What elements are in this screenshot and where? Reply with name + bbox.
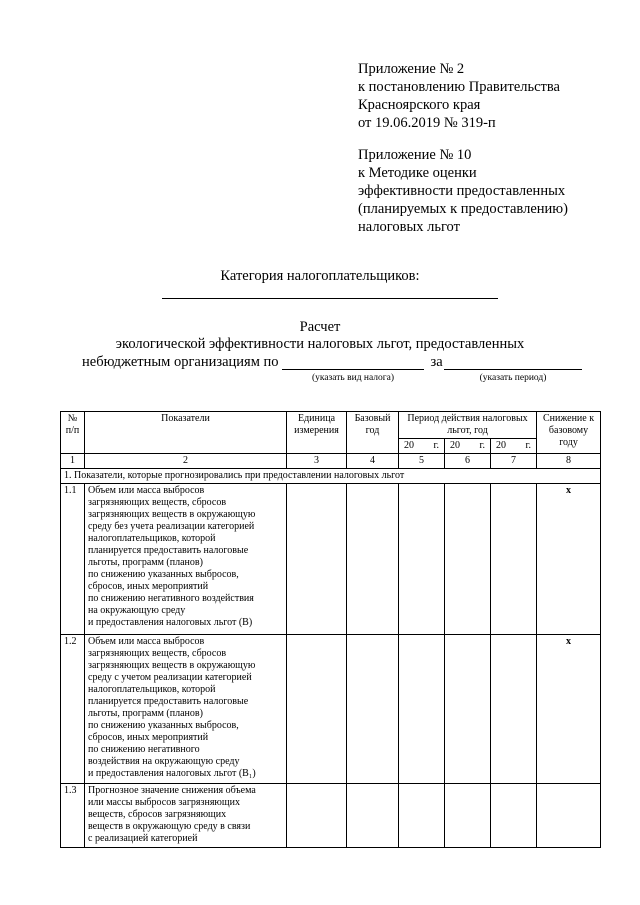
row-year-3 bbox=[491, 484, 537, 635]
category-blank-line bbox=[162, 298, 498, 299]
appendix-line: (планируемых к предоставлению) bbox=[358, 201, 568, 217]
row-year-1 bbox=[399, 635, 445, 784]
subtitle-line-2-left: небюджетным организациям по bbox=[82, 354, 279, 370]
section-row bbox=[61, 469, 601, 484]
year-prefix: 20 bbox=[404, 440, 414, 451]
category-label: Категория налогоплательщиков: bbox=[220, 268, 420, 284]
col-number: 4 bbox=[347, 454, 399, 469]
period-hint: (указать период) bbox=[479, 373, 547, 383]
year-suffix: г. bbox=[433, 440, 439, 451]
row-reduction bbox=[537, 784, 601, 848]
year-cell bbox=[445, 439, 491, 454]
table-row bbox=[61, 484, 601, 635]
header-indicators: Показатели bbox=[85, 412, 287, 454]
period-blank bbox=[444, 369, 582, 370]
row-year-1 bbox=[399, 784, 445, 848]
row-unit bbox=[287, 484, 347, 635]
section-1-title: 1. Показатели, которые прогнозировались при предоставлении налоговых льгот bbox=[61, 469, 601, 484]
header-unit: Единица измерения bbox=[287, 412, 347, 454]
appendix-line: к постановлению Правительства bbox=[358, 79, 560, 95]
row-text: Объем или масса выбросов загрязняющих веществ, сбросов загрязняющих веществ в окружающую среду без учета реализации категорией налогоплательщиков, которой планируется предоставить налоговые льготы, программ (планов) по снижению указанных выбросов, сбросов, иных мероприятий по снижению негативного воздействия на окружающую среду и предоставления налоговых льгот (В) bbox=[85, 484, 287, 635]
col-number: 6 bbox=[445, 454, 491, 469]
year-prefix: 20 bbox=[450, 440, 460, 451]
appendix-2-header bbox=[358, 60, 560, 132]
row-text: Объем или масса выбросов загрязняющих веществ, сбросов загрязняющих веществ в окружающую среду с учетом реализации категорией налогоплательщиков, которой планируется предоставить налоговые льготы, программ (планов) по снижению указанных выбросов, сбросов, иных мероприятий по снижению негативного воздействия на окружающую среду и предоставления налоговых льгот (В₁) bbox=[85, 635, 287, 784]
row-year-2 bbox=[445, 784, 491, 848]
tax-type-blank bbox=[282, 369, 424, 370]
header-period: Период действия налоговых льгот, год bbox=[399, 412, 537, 439]
year-suffix: г. bbox=[525, 440, 532, 451]
year-cell bbox=[399, 439, 445, 454]
header-base-year: Базовый год bbox=[347, 412, 399, 454]
appendix-line: к Методике оценки bbox=[358, 165, 477, 181]
document-title: Расчет bbox=[299, 319, 341, 335]
row-year-2 bbox=[445, 484, 491, 635]
row-year-3 bbox=[491, 784, 537, 848]
row-year-2 bbox=[445, 635, 491, 784]
year-prefix: 20 bbox=[496, 440, 506, 451]
row-base-year bbox=[347, 784, 399, 848]
subtitle-line-2-mid: за bbox=[430, 354, 443, 370]
appendix-line: Красноярского края bbox=[358, 97, 481, 113]
col-number: 1 bbox=[61, 454, 85, 469]
row-reduction: х bbox=[537, 484, 601, 635]
col-number: 3 bbox=[287, 454, 347, 469]
header-reduction: Снижение к базовому году bbox=[537, 412, 601, 454]
row-num: 1.3 bbox=[61, 784, 85, 848]
col-number: 7 bbox=[491, 454, 537, 469]
table-row bbox=[61, 784, 601, 848]
table-column-numbers bbox=[61, 454, 601, 469]
table-row bbox=[61, 635, 601, 784]
table-header-row bbox=[61, 412, 601, 439]
year-suffix: г. bbox=[479, 440, 485, 451]
row-year-3 bbox=[491, 635, 537, 784]
row-base-year bbox=[347, 484, 399, 635]
subtitle-line-1: экологической эффективности налоговых льгот, предоставленных bbox=[115, 336, 525, 352]
row-num: 1.1 bbox=[61, 484, 85, 635]
row-year-1 bbox=[399, 484, 445, 635]
appendix-line: от 19.06.2019 № 319-п bbox=[358, 115, 496, 131]
tax-type-hint: (указать вид налога) bbox=[311, 373, 395, 383]
year-cell bbox=[491, 439, 537, 454]
row-unit bbox=[287, 635, 347, 784]
row-unit bbox=[287, 784, 347, 848]
col-number: 8 bbox=[537, 454, 601, 469]
col-number: 5 bbox=[399, 454, 445, 469]
appendix-10-header bbox=[358, 146, 568, 236]
appendix-line: налоговых льгот bbox=[358, 219, 460, 235]
row-text: Прогнозное значение снижения объема или массы выбросов загрязняющих веществ, сбросов загрязняющих веществ в окружающую среду в связи с реализацией категорией bbox=[85, 784, 287, 848]
row-base-year bbox=[347, 635, 399, 784]
header-num: № п/п bbox=[61, 412, 85, 454]
appendix-line: Приложение № 10 bbox=[358, 147, 472, 163]
row-num: 1.2 bbox=[61, 635, 85, 784]
col-number: 2 bbox=[85, 454, 287, 469]
calculation-table bbox=[60, 411, 601, 848]
appendix-line: эффективности предоставленных bbox=[358, 183, 566, 199]
row-reduction: х bbox=[537, 635, 601, 784]
appendix-line: Приложение № 2 bbox=[358, 61, 465, 77]
